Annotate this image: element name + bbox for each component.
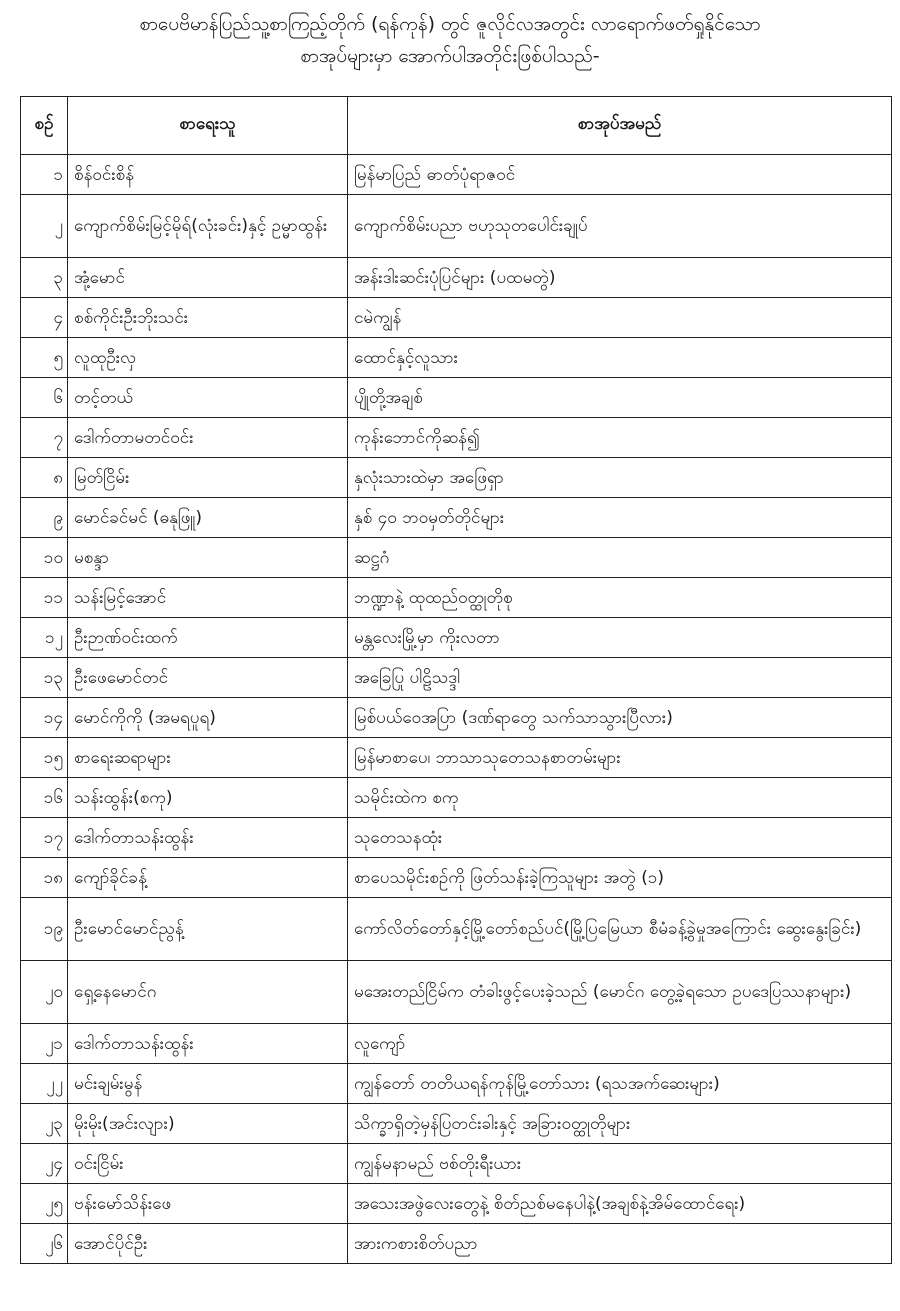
row-number: ၅ — [21, 338, 68, 378]
row-author: ဒေါက်တာသန်းထွန်း — [68, 818, 348, 858]
row-book-title: ကျွန်တော် တတိယရန်ကုန်မြို့တော်သား (ရသအက်ဆေးများ) — [348, 1064, 892, 1104]
row-book-title: မြန်မာပြည် ဓာတ်ပုံရာဇဝင် — [348, 155, 892, 195]
row-book-title: ကျွန်မနာမည် ဗစ်တိုးရီးယား — [348, 1144, 892, 1184]
table-row — [21, 1024, 892, 1064]
row-book-title: အခြေပြု ပါဠိသဒ္ဒါ — [348, 658, 892, 698]
row-author: မြတ်ငြိမ်း — [68, 458, 348, 498]
row-number: ၈ — [21, 458, 68, 498]
row-author: ဒေါက်တာသန်းထွန်း — [68, 1024, 348, 1064]
table-row — [21, 258, 892, 298]
row-number: ၁၆ — [21, 778, 68, 818]
row-number: ၄ — [21, 298, 68, 338]
row-number: ၁၀ — [21, 538, 68, 578]
row-book-title: အသေးအဖွဲလေးတွေနဲ့ စိတ်ညစ်မနေပါနဲ့(အချစ်နဲ့အိမ်ထောင်ရေး) — [348, 1184, 892, 1224]
table-row — [21, 578, 892, 618]
row-book-title: ငမဲကျွန် — [348, 298, 892, 338]
row-book-title: မြစ်ပယ်ဝေအပြာ (ဒဏ်ရာတွေ သက်သာသွားပြီလား) — [348, 698, 892, 738]
page-heading — [0, 8, 900, 72]
table-row — [21, 418, 892, 458]
table-row — [21, 778, 892, 818]
row-number: ၉ — [21, 498, 68, 538]
row-author: မိုးမိုး(အင်းလျား) — [68, 1104, 348, 1144]
table-row — [21, 1104, 892, 1144]
row-number: ၁၅ — [21, 738, 68, 778]
row-author: အောင်ပိုင်ဦး — [68, 1224, 348, 1264]
row-book-title: ကုန်းဘောင်ကိုဆန်၍ — [348, 418, 892, 458]
row-author: ကျောက်စိမ်းမြင့်မိုရ်(လုံးခင်း)နှင့် ဥမ္မာထွန်း — [68, 195, 348, 258]
table-row — [21, 338, 892, 378]
row-author: အုံ့မောင် — [68, 258, 348, 298]
row-author: ရှေ့နေမောင်ဂ — [68, 961, 348, 1024]
row-number: ၂၃ — [21, 1104, 68, 1144]
table-row — [21, 618, 892, 658]
table-row — [21, 898, 892, 961]
row-number: ၂၂ — [21, 1064, 68, 1104]
table-row — [21, 1224, 892, 1264]
row-book-title: သမိုင်းထဲက စကု — [348, 778, 892, 818]
row-author: စိန်ဝင်းစိန် — [68, 155, 348, 195]
row-author: တင့်တယ် — [68, 378, 348, 418]
row-book-title: ကော်လိတ်တော်နှင့်မြို့တော်စည်ပင်(မြို့ပြမြေယာ စီမံခန့်ခွဲမှုအကြောင်း ဆွေးနွေးခြင်း) — [348, 898, 892, 961]
table-row — [21, 1184, 892, 1224]
row-author: ဝင်းငြိမ်း — [68, 1144, 348, 1184]
row-number: ၂၄ — [21, 1144, 68, 1184]
row-author: လူထုဦးလှ — [68, 338, 348, 378]
row-number: ၁၇ — [21, 818, 68, 858]
row-number: ၁၁ — [21, 578, 68, 618]
row-number: ၇ — [21, 418, 68, 458]
row-author: မင်းချမ်းမွန် — [68, 1064, 348, 1104]
row-author: ဦးမောင်မောင်ညွန့် — [68, 898, 348, 961]
row-number: ၂ — [21, 195, 68, 258]
row-book-title: အန်းဒါးဆင်းပုံပြင်များ (ပထမတွဲ) — [348, 258, 892, 298]
table-row — [21, 1144, 892, 1184]
row-book-title: ထောင်နှင့်လူသား — [348, 338, 892, 378]
row-author: ကျော်ခိုင်ခန့် — [68, 858, 348, 898]
table-row — [21, 498, 892, 538]
row-author: ဗန်းမော်သိန်းဖေ — [68, 1184, 348, 1224]
row-book-title: နှလုံးသားထဲမှာ အဖြေရှာ — [348, 458, 892, 498]
table-row — [21, 378, 892, 418]
row-author: မစန္ဒာ — [68, 538, 348, 578]
row-book-title: ဆဋ္ဌဂံ — [348, 538, 892, 578]
row-book-title: သိက္ခာရှိတဲ့မှန်ပြတင်းခါးနှင့် အခြားဝတ္ထုတိုများ — [348, 1104, 892, 1144]
row-book-title: လူကျော် — [348, 1024, 892, 1064]
row-author: သန်းမြင့်အောင် — [68, 578, 348, 618]
table-row — [21, 155, 892, 195]
row-number: ၁၂ — [21, 618, 68, 658]
row-number: ၆ — [21, 378, 68, 418]
row-book-title: ဘဏ္ဍာနဲ့ ထုထည်ဝတ္ထုတိုစု — [348, 578, 892, 618]
row-number: ၁၃ — [21, 658, 68, 698]
row-author: စစ်ကိုင်းဦးဘိုးသင်း — [68, 298, 348, 338]
table-row — [21, 458, 892, 498]
table-row — [21, 858, 892, 898]
header-book-title: စာအုပ်အမည် — [348, 97, 892, 155]
table-row — [21, 698, 892, 738]
row-book-title: စာပေသမိုင်းစဉ်ကို ဖြတ်သန်းခဲ့ကြသူများ အတွဲ (၁) — [348, 858, 892, 898]
row-book-title: သုတေသနထုံး — [348, 818, 892, 858]
row-number: ၁၉ — [21, 898, 68, 961]
row-author: မောင်ကိုကို (အမရပူရ) — [68, 698, 348, 738]
table-row — [21, 298, 892, 338]
row-book-title: အားကစားစိတ်ပညာ — [348, 1224, 892, 1264]
row-author: ဦးဖေမောင်တင် — [68, 658, 348, 698]
row-author: စာရေးဆရာများ — [68, 738, 348, 778]
header-serial: စဉ် — [21, 97, 68, 155]
row-number: ၂၅ — [21, 1184, 68, 1224]
header-author: စာရေးသူ — [68, 97, 348, 155]
row-book-title: မြန်မာစာပေ၊ ဘာသာသုတေသနစာတမ်းများ — [348, 738, 892, 778]
row-book-title: ကျောက်စိမ်းပညာ ဗဟုသုတပေါင်းချုပ် — [348, 195, 892, 258]
heading-line-2: စာအုပ်များမှာ အောက်ပါအတိုင်းဖြစ်ပါသည်- — [300, 45, 600, 67]
table-row — [21, 1064, 892, 1104]
row-book-title: နှစ် ၄၀ ဘဝမှတ်တိုင်များ — [348, 498, 892, 538]
table-row — [21, 538, 892, 578]
row-author: ဦးဉာဏ်ဝင်းထက် — [68, 618, 348, 658]
heading-line-1: စာပေဗိမာန်ပြည်သူ့စာကြည့်တိုက် (ရန်ကုန်) တွင် ဇူလိုင်လအတွင်း လာရောက်ဖတ်ရှုနိုင်သော — [139, 13, 761, 35]
row-book-title: မအေးတည်ငြိမ်က တံခါးဖွင့်ပေးခဲ့သည် (မောင်ဂ တွေ့ခဲ့ရသော ဥပဒေပြဿနာများ) — [348, 961, 892, 1024]
row-book-title: မန္တလေးမြို့မှာ ကိုးလတာ — [348, 618, 892, 658]
row-number: ၂၆ — [21, 1224, 68, 1264]
row-number: ၂၁ — [21, 1024, 68, 1064]
book-list-table — [20, 96, 892, 1264]
row-number: ၁ — [21, 155, 68, 195]
table-row — [21, 818, 892, 858]
row-book-title: ပျိုတို့အချစ် — [348, 378, 892, 418]
row-number: ၂၀ — [21, 961, 68, 1024]
row-number: ၃ — [21, 258, 68, 298]
table-row — [21, 658, 892, 698]
table-row — [21, 195, 892, 258]
row-author: ဒေါက်တာမတင်ဝင်း — [68, 418, 348, 458]
table-row — [21, 738, 892, 778]
row-author: သန်းထွန်း(စကု) — [68, 778, 348, 818]
table-row — [21, 961, 892, 1024]
row-number: ၁၄ — [21, 698, 68, 738]
row-number: ၁၈ — [21, 858, 68, 898]
row-author: မောင်ခင်မင် (ဓနုဖြူ) — [68, 498, 348, 538]
table-header-row — [21, 97, 892, 155]
